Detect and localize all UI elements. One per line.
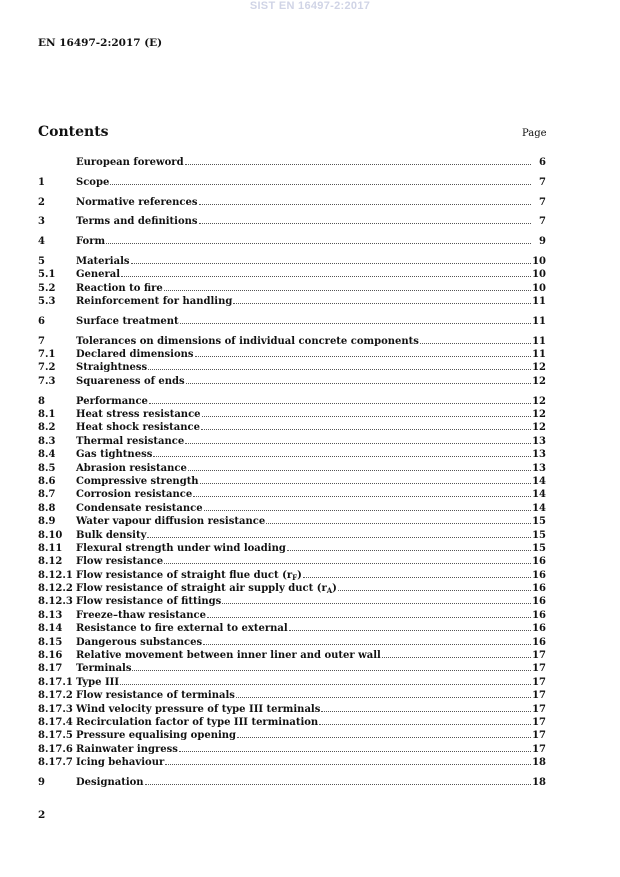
toc-entry[interactable] bbox=[38, 268, 546, 281]
toc-entry[interactable] bbox=[38, 408, 546, 421]
toc-entry-page: 16 bbox=[532, 636, 546, 648]
toc-entry-page: 11 bbox=[532, 335, 546, 347]
toc-entry-title-text: Resistance to fire external to external bbox=[76, 623, 288, 635]
dot-leader bbox=[153, 455, 531, 457]
toc-entry-number: 8.16 bbox=[38, 650, 63, 662]
toc-entry-title-text: Tolerances on dimensions of individual concrete components bbox=[76, 335, 419, 347]
dot-leader bbox=[120, 683, 531, 685]
dot-leader bbox=[164, 289, 531, 291]
toc-entry-page: 16 bbox=[532, 609, 546, 621]
dot-leader bbox=[237, 736, 531, 738]
toc-entry-title-text: Reaction to fire bbox=[76, 282, 163, 294]
toc-entry-page: 11 bbox=[532, 296, 546, 308]
dot-leader bbox=[132, 669, 531, 671]
toc-entry[interactable] bbox=[38, 595, 546, 608]
toc-entry[interactable] bbox=[38, 282, 546, 295]
toc-entry-number: 8.17.7 bbox=[38, 757, 73, 769]
toc-entry[interactable] bbox=[38, 395, 546, 408]
toc-entry-number: 8.17.6 bbox=[38, 743, 73, 755]
toc-entry-number: 4 bbox=[38, 236, 45, 248]
dot-leader bbox=[236, 696, 531, 698]
toc-entry-page: 14 bbox=[532, 502, 546, 514]
toc-entry-title bbox=[76, 435, 184, 448]
toc-entry[interactable] bbox=[38, 582, 546, 595]
toc-entry-title-text: Icing behaviour bbox=[76, 757, 165, 769]
toc-entry[interactable] bbox=[38, 421, 546, 434]
toc-entry-title-text: Relative movement between inner liner and outer wall bbox=[76, 650, 381, 662]
toc-entry[interactable] bbox=[38, 295, 546, 308]
toc-entry[interactable] bbox=[38, 156, 546, 169]
toc-entry-page: 17 bbox=[532, 703, 546, 715]
toc-entry-page: 14 bbox=[532, 489, 546, 501]
toc-entry-title-text: Normative references bbox=[76, 196, 198, 208]
toc-entry[interactable] bbox=[38, 756, 546, 769]
toc-entry[interactable] bbox=[38, 622, 546, 635]
toc-entry-page: 15 bbox=[532, 516, 546, 528]
toc-entry-title-text: Flow resistance of fittings bbox=[76, 596, 222, 608]
toc-entry-page: 12 bbox=[532, 395, 546, 407]
toc-entry-title-text: Gas tightness bbox=[76, 449, 153, 461]
toc-entry-page: 15 bbox=[532, 542, 546, 554]
toc-entry-page: 16 bbox=[532, 556, 546, 568]
dot-leader bbox=[199, 222, 531, 224]
toc-entry[interactable] bbox=[38, 475, 546, 488]
toc-entry-title bbox=[76, 716, 318, 729]
toc-entry-title-text: General bbox=[76, 269, 121, 281]
toc-entry-title bbox=[76, 335, 419, 348]
toc-entry-page: 12 bbox=[532, 422, 546, 434]
toc-entry-title-text: Heat shock resistance bbox=[76, 422, 200, 434]
toc-entry-title-text: Terms and definitions bbox=[76, 216, 198, 228]
toc-entry-title bbox=[76, 689, 235, 702]
toc-entry-title bbox=[76, 462, 187, 475]
toc-entry-number: 3 bbox=[38, 216, 45, 228]
toc-entry-title bbox=[76, 361, 147, 374]
dot-leader bbox=[266, 522, 531, 524]
toc-entry[interactable] bbox=[38, 689, 546, 702]
toc-entry-title-text: Flow resistance of straight flue duct (r bbox=[76, 569, 293, 581]
toc-entry-title bbox=[76, 676, 119, 689]
dot-leader bbox=[319, 723, 531, 725]
toc-entry-title bbox=[76, 502, 203, 515]
toc-entry-page: 17 bbox=[532, 730, 546, 742]
toc-entry-title-text: Pressure equalising opening bbox=[76, 730, 237, 742]
toc-entry-number: 8.1 bbox=[38, 408, 56, 420]
toc-entry-number: 8.17 bbox=[38, 663, 63, 675]
standard-id: EN 16497-2:2017 (E) bbox=[38, 37, 163, 49]
toc-entry-title-text: Compressive strength bbox=[76, 475, 199, 487]
dot-leader bbox=[131, 262, 531, 264]
toc-entry-page: 13 bbox=[532, 462, 546, 474]
toc-entry-title bbox=[76, 215, 198, 228]
toc-entry-number: 8.12.3 bbox=[38, 596, 73, 608]
toc-entry-number: 8.6 bbox=[38, 475, 56, 487]
toc-entry-number: 5.1 bbox=[38, 269, 56, 281]
toc-entry-number: 2 bbox=[38, 196, 45, 208]
toc-entry[interactable] bbox=[38, 716, 546, 729]
dot-leader bbox=[145, 783, 531, 785]
toc-entry-page: 7 bbox=[539, 216, 546, 228]
toc-entry-page: 11 bbox=[532, 349, 546, 361]
toc-entry-number: 5.2 bbox=[38, 282, 56, 294]
toc-entry[interactable] bbox=[38, 609, 546, 622]
toc-entry-number: 8.15 bbox=[38, 636, 63, 648]
page-number: 2 bbox=[38, 809, 46, 821]
toc-entry[interactable] bbox=[38, 636, 546, 649]
toc-entry-title bbox=[76, 595, 221, 608]
toc-entry-title-text: Materials bbox=[76, 255, 130, 267]
page-column-label: Page bbox=[522, 128, 547, 139]
toc-entry-number: 8.17.3 bbox=[38, 703, 73, 715]
dot-leader bbox=[148, 368, 531, 370]
toc-entry[interactable] bbox=[38, 662, 546, 675]
toc-entry-title bbox=[76, 529, 146, 542]
toc-entry-number: 7.1 bbox=[38, 349, 56, 361]
toc-entry-number: 8.12.1 bbox=[38, 569, 73, 581]
toc-entry-page: 18 bbox=[532, 757, 546, 769]
dot-leader bbox=[287, 549, 531, 551]
toc-entry-title-text: Straightness bbox=[76, 362, 148, 374]
toc-entry[interactable] bbox=[38, 743, 546, 756]
toc-entry-number: 8.7 bbox=[38, 489, 56, 501]
toc-entry-title bbox=[76, 255, 130, 268]
dot-leader bbox=[149, 402, 531, 404]
toc-entry-page: 15 bbox=[532, 529, 546, 541]
toc-entry-title bbox=[76, 515, 265, 528]
toc-entry-page: 7 bbox=[539, 176, 546, 188]
toc-entry[interactable] bbox=[38, 776, 546, 789]
toc-entry-number: 7.2 bbox=[38, 362, 56, 374]
toc-entry-title-text: Recirculation factor of type III termination bbox=[76, 716, 319, 728]
toc-entry-title-text: Dangerous substances bbox=[76, 636, 203, 648]
toc-entry-page: 13 bbox=[532, 449, 546, 461]
toc-entry-number: 8.17.5 bbox=[38, 730, 73, 742]
dot-leader bbox=[203, 643, 531, 645]
toc-entry-number: 1 bbox=[38, 176, 45, 188]
toc-entry-title bbox=[76, 348, 194, 361]
toc-entry-page: 10 bbox=[532, 269, 546, 281]
toc-entry-page: 13 bbox=[532, 435, 546, 447]
toc-entry-title bbox=[76, 315, 179, 328]
toc-entry-title-text: Flow resistance bbox=[76, 556, 164, 568]
toc-entry-title bbox=[76, 649, 381, 662]
toc-entry-title bbox=[76, 235, 105, 248]
toc-entry-page: 16 bbox=[532, 583, 546, 595]
toc-entry-title-text: Designation bbox=[76, 776, 144, 788]
dot-leader bbox=[164, 562, 531, 564]
dot-leader bbox=[185, 163, 531, 165]
toc-entry-title-text: Performance bbox=[76, 395, 148, 407]
toc-entry-subscript: F bbox=[292, 572, 298, 582]
toc-entry[interactable] bbox=[38, 315, 546, 328]
toc-entry[interactable] bbox=[38, 176, 546, 189]
toc-entry-number: 9 bbox=[38, 776, 45, 788]
toc-entry-title bbox=[76, 555, 163, 568]
toc-entry-number: 8.12.2 bbox=[38, 583, 73, 595]
toc-entry-title bbox=[76, 488, 192, 501]
dot-leader bbox=[382, 656, 531, 658]
toc-entry[interactable] bbox=[38, 335, 546, 348]
toc-entry-title-text: Reinforcement for handling bbox=[76, 296, 233, 308]
toc-entry[interactable] bbox=[38, 569, 546, 582]
toc-entry-page: 14 bbox=[532, 475, 546, 487]
toc-entry-title-tail: ) bbox=[332, 583, 337, 595]
toc-entry-page: 12 bbox=[532, 362, 546, 374]
toc-entry-title bbox=[76, 448, 152, 461]
toc-entry-title-text: Type III bbox=[76, 676, 120, 688]
toc-entry-page: 17 bbox=[532, 716, 546, 728]
toc-entry-title-text: Form bbox=[76, 236, 106, 248]
toc-entry-number: 8.14 bbox=[38, 623, 63, 635]
toc-entry-number: 8.13 bbox=[38, 609, 63, 621]
toc-entry-title bbox=[76, 662, 131, 675]
toc-entry-title bbox=[76, 375, 185, 388]
toc-entry-number: 8.17.4 bbox=[38, 716, 73, 728]
toc-entry-page: 17 bbox=[532, 663, 546, 675]
toc-entry-title bbox=[76, 408, 201, 421]
toc-entry[interactable] bbox=[38, 555, 546, 568]
toc-entry-title-text: European foreword bbox=[76, 157, 184, 168]
toc-entry-number: 8.17.1 bbox=[38, 676, 73, 688]
toc-entry[interactable] bbox=[38, 435, 546, 448]
toc-entry[interactable] bbox=[38, 448, 546, 461]
toc-entry[interactable] bbox=[38, 542, 546, 555]
toc-entry-page: 17 bbox=[532, 743, 546, 755]
toc-entry-number: 8 bbox=[38, 395, 45, 407]
toc-entry[interactable] bbox=[38, 348, 546, 361]
toc-entry[interactable] bbox=[38, 649, 546, 662]
toc-entry-page: 6 bbox=[539, 157, 546, 168]
dot-leader bbox=[147, 536, 531, 538]
toc-entry-number: 8.11 bbox=[38, 542, 63, 554]
dot-leader bbox=[188, 469, 531, 471]
toc-entry-title-text: Wind velocity pressure of type III terminals bbox=[76, 703, 321, 715]
toc-entry-number: 7 bbox=[38, 335, 45, 347]
toc-entry-page: 10 bbox=[532, 255, 546, 267]
toc-entry-number: 5 bbox=[38, 255, 45, 267]
toc-entry-title bbox=[76, 395, 148, 408]
dot-leader bbox=[110, 183, 531, 185]
toc-entry[interactable] bbox=[38, 196, 546, 209]
toc-entry[interactable] bbox=[38, 488, 546, 501]
toc-entry-title bbox=[76, 636, 202, 649]
toc-entry[interactable] bbox=[38, 235, 546, 248]
toc-entry[interactable] bbox=[38, 215, 546, 228]
toc-entry-title-text: Bulk density bbox=[76, 529, 147, 541]
toc-entry-title-text: Condensate resistance bbox=[76, 502, 203, 514]
toc-entry-title bbox=[76, 703, 320, 716]
toc-entry[interactable] bbox=[38, 375, 546, 388]
toc-entry-number: 6 bbox=[38, 315, 45, 327]
toc-entry-title-text: Freeze–thaw resistance bbox=[76, 609, 206, 621]
contents-title: Contents bbox=[38, 124, 109, 140]
dot-leader bbox=[338, 589, 531, 591]
toc-entry[interactable] bbox=[38, 462, 546, 475]
toc-entry-page: 16 bbox=[532, 623, 546, 635]
toc-entry-title-text: Flow resistance of straight air supply duct (r bbox=[76, 583, 327, 595]
toc-entry-title bbox=[76, 156, 184, 169]
toc-entry-subscript: A bbox=[326, 586, 333, 596]
toc-entry-title bbox=[76, 196, 198, 209]
toc-entry-title-text: Declared dimensions bbox=[76, 349, 194, 361]
dot-leader bbox=[185, 442, 531, 444]
toc-entry[interactable] bbox=[38, 729, 546, 742]
toc-entry-number: 8.8 bbox=[38, 502, 56, 514]
toc-entry-number: 5.3 bbox=[38, 296, 56, 308]
watermark: SIST EN 16497-2:2017 bbox=[249, 0, 371, 12]
toc-entry-page: 10 bbox=[532, 282, 546, 294]
dot-leader bbox=[193, 495, 531, 497]
dot-leader bbox=[207, 616, 531, 618]
dot-leader bbox=[289, 629, 531, 631]
toc-entry[interactable] bbox=[38, 529, 546, 542]
table-of-contents bbox=[38, 156, 546, 789]
toc-entry-title bbox=[76, 743, 178, 756]
dot-leader bbox=[180, 322, 531, 324]
toc-entry-page: 18 bbox=[532, 776, 546, 788]
toc-entry[interactable] bbox=[38, 676, 546, 689]
toc-entry-number: 7.3 bbox=[38, 375, 56, 387]
toc-entry-title-text: Abrasion resistance bbox=[76, 462, 187, 474]
toc-entry-title-text: Thermal resistance bbox=[76, 435, 185, 447]
toc-entry-title-tail: ) bbox=[297, 569, 302, 581]
dot-leader bbox=[201, 428, 531, 430]
toc-entry-number: 8.12 bbox=[38, 556, 63, 568]
toc-entry-title bbox=[76, 282, 163, 295]
toc-entry[interactable] bbox=[38, 703, 546, 716]
toc-entry-title-text: Heat stress resistance bbox=[76, 408, 201, 420]
toc-entry-number: 8.4 bbox=[38, 449, 56, 461]
toc-entry[interactable] bbox=[38, 255, 546, 268]
toc-entry-number: 8.5 bbox=[38, 462, 56, 474]
toc-entry-number: 8.17.2 bbox=[38, 690, 73, 702]
dot-leader bbox=[204, 509, 531, 511]
toc-entry-page: 12 bbox=[532, 375, 546, 387]
toc-entry-title bbox=[76, 756, 164, 769]
toc-entry-title bbox=[76, 776, 144, 789]
toc-entry-page: 16 bbox=[532, 569, 546, 581]
toc-entry-title bbox=[76, 609, 206, 622]
dot-leader bbox=[165, 763, 531, 765]
toc-entry-page: 17 bbox=[532, 690, 546, 702]
toc-entry[interactable] bbox=[38, 361, 546, 374]
dot-leader bbox=[321, 710, 531, 712]
dot-leader bbox=[202, 415, 531, 417]
toc-entry-title bbox=[76, 542, 286, 555]
dot-leader bbox=[179, 750, 531, 752]
toc-entry-title-text: Terminals bbox=[76, 663, 132, 675]
toc-entry-title-text: Corrosion resistance bbox=[76, 489, 193, 501]
dot-leader bbox=[233, 302, 531, 304]
toc-entry-page: 9 bbox=[539, 236, 546, 248]
toc-entry-title bbox=[76, 475, 199, 488]
toc-entry-title-text: Surface treatment bbox=[76, 315, 179, 327]
dot-leader bbox=[199, 203, 532, 205]
toc-entry-number: 8.9 bbox=[38, 516, 56, 528]
dot-leader bbox=[195, 355, 531, 357]
toc-entry-page: 17 bbox=[532, 650, 546, 662]
toc-entry-number: 8.3 bbox=[38, 435, 56, 447]
dot-leader bbox=[106, 242, 531, 244]
toc-entry-number: 8.2 bbox=[38, 422, 56, 434]
toc-entry[interactable] bbox=[38, 502, 546, 515]
toc-entry-title-text: Flexural strength under wind loading bbox=[76, 542, 286, 554]
toc-entry-title-text: Water vapour diffusion resistance bbox=[76, 516, 266, 528]
toc-entry-title-text: Scope bbox=[76, 176, 110, 188]
toc-entry-page: 17 bbox=[532, 676, 546, 688]
toc-entry-number: 8.10 bbox=[38, 529, 63, 541]
dot-leader bbox=[200, 482, 531, 484]
toc-entry[interactable] bbox=[38, 515, 546, 528]
toc-entry-title bbox=[76, 421, 200, 434]
dot-leader bbox=[222, 602, 531, 604]
toc-entry-title bbox=[76, 268, 120, 281]
toc-entry-title bbox=[76, 176, 109, 189]
toc-entry-title-text: Flow resistance of terminals bbox=[76, 690, 235, 702]
dot-leader bbox=[186, 382, 531, 384]
dot-leader bbox=[303, 576, 531, 578]
toc-entry-page: 16 bbox=[532, 596, 546, 608]
toc-entry-page: 12 bbox=[532, 408, 546, 420]
toc-entry-page: 11 bbox=[532, 315, 546, 327]
dot-leader bbox=[121, 275, 531, 277]
toc-entry-title-text: Squareness of ends bbox=[76, 375, 185, 387]
toc-entry-title-text: Rainwater ingress bbox=[76, 743, 178, 755]
toc-entry-title bbox=[76, 729, 236, 742]
dot-leader bbox=[420, 342, 531, 344]
toc-entry-title bbox=[76, 622, 288, 635]
toc-entry-page: 7 bbox=[539, 196, 546, 208]
toc-entry-title bbox=[76, 295, 232, 308]
